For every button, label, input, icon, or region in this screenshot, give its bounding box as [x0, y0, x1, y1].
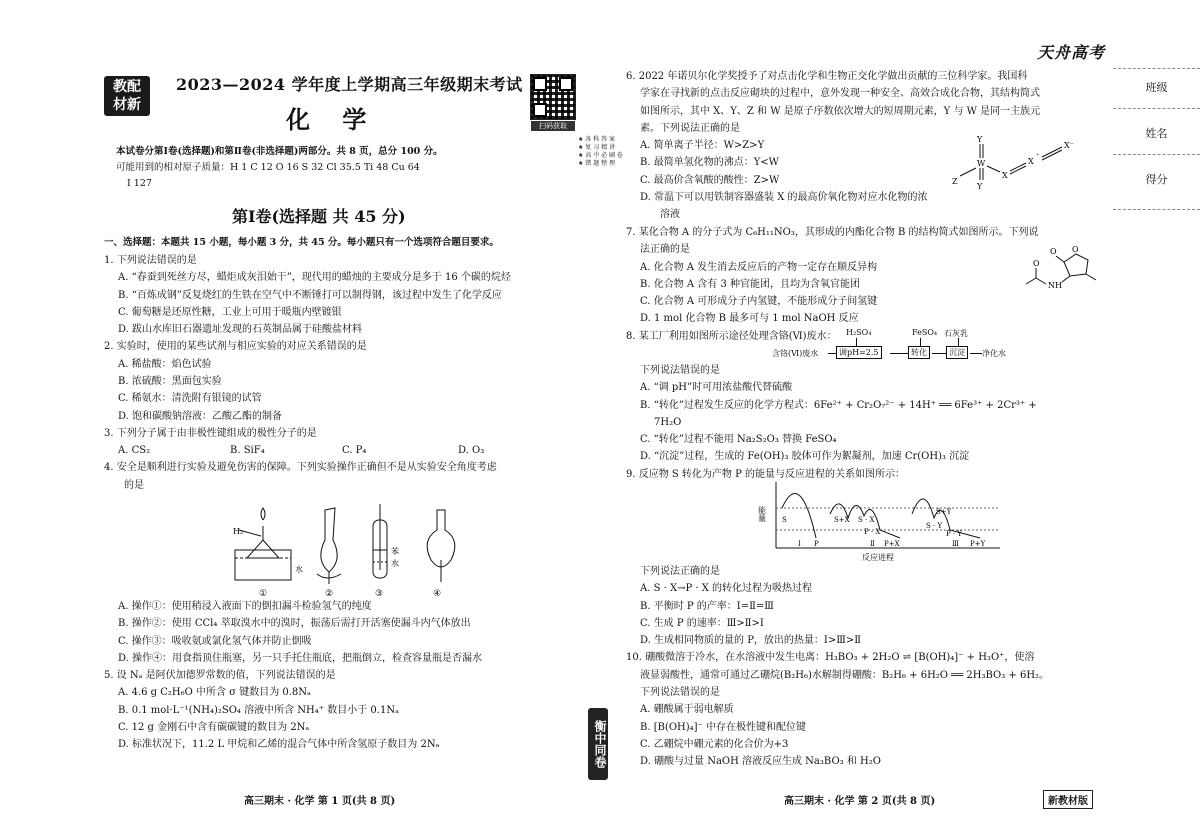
label-water-2: 水: [391, 559, 399, 568]
y-axis-label: 能量: [757, 506, 767, 522]
question-stem: 7. 某化合物 A 的分子式为 C₆H₁₁NO₃，其形成的内酯化合物 B 的结构简式如图所示。下列说: [626, 227, 1039, 238]
label-op-2: ②: [325, 589, 334, 599]
label-p-plus-y: P+Y: [970, 540, 986, 548]
question-stem: 4. 安全是顺利进行实验及避免伤害的保障。下列实验操作正确但不是从实验安全角度考虑: [104, 462, 497, 474]
option: A. 操作①：使用稍浸入液面下的倒扣漏斗检验氢气的纯度: [118, 601, 372, 612]
option: D. 1 mol 化合物 B 最多可与 1 mol NaOH 反应: [640, 313, 859, 325]
atom-x1: X: [1002, 171, 1008, 180]
atom-o-carbonyl: O: [1050, 247, 1057, 256]
question-stem-cont: 下列说法错误的是: [640, 687, 720, 699]
option: A. 化合物 A 发生消去反应后的产物一定存在顺反异构: [640, 261, 878, 273]
volumetric-flask: [427, 510, 455, 567]
option: C. “转化”过程不能用 Na₂S₂O₃ 替换 FeSO₄: [640, 434, 837, 446]
flow-end: 净化水: [982, 349, 1006, 358]
funnel: [247, 540, 279, 558]
flow-start: 含铬(Ⅵ)废水: [772, 349, 819, 358]
atom-z: Z: [952, 177, 958, 186]
q9-energy-diagram: [757, 478, 1010, 564]
option: D. 生成相同物质的量的 P，放出的热量：Ⅰ>Ⅲ>Ⅱ: [640, 635, 862, 647]
option: B. “百炼成钢”反复烧红的生铁在空气中不断锤打可以制得钢，该过程中发生了化学反应: [118, 289, 502, 301]
flow-step-convert: 转化: [908, 346, 930, 359]
qr-service: ★ 复 习 精 讲: [578, 144, 616, 151]
atom-w: W: [977, 159, 986, 168]
qr-services: [578, 136, 623, 168]
subject-title: 化 学: [286, 105, 379, 134]
option: C. P₄: [342, 445, 367, 457]
label-p-plus-x: P+X: [884, 540, 900, 548]
separatory-funnel: [321, 508, 337, 572]
q3-options: [104, 442, 604, 459]
stamp: 衡中同卷: [588, 708, 608, 780]
label-s-plus-x: S+X: [834, 516, 850, 524]
reagent-lime: 石灰乳: [944, 329, 968, 338]
question-stem: 1. 下列说法错误的是: [104, 255, 197, 266]
q7-molecule-figure: [1022, 244, 1106, 294]
question-stem: 10. 硼酸微溶于冷水，在水溶液中发生电离：H₃BO₃ + 2H₂O ⇌ [B(OH)₄]⁻ + H₃O⁺，使溶: [626, 652, 1035, 664]
right-q9: [626, 563, 1110, 771]
option: A. 4.6 g C₂H₆O 中所含 σ 键数目为 0.8Nₐ: [118, 687, 311, 699]
qr-caption: 扫码获取: [531, 121, 575, 131]
option: D. 硼酸与过量 NaOH 溶液反应生成 Na₃BO₃ 和 H₂O: [640, 756, 881, 768]
option: B. 最简单氢化物的沸点：Y<W: [640, 157, 779, 169]
option: A. CS₂: [118, 445, 151, 457]
question-stem: 5. 设 Nₐ 是阿伏加德罗常数的值，下列说法错误的是: [104, 670, 336, 682]
logo-line-2: 材新: [113, 97, 141, 113]
label-route-2: Ⅱ: [870, 540, 875, 548]
label-p-dot-y: P · Y: [946, 530, 963, 538]
question-stem-cont: 素。下列说法正确的是: [640, 122, 740, 134]
question-stem: 下列说法错误的是: [640, 365, 720, 376]
label-op-1: ①: [259, 589, 268, 599]
label-s-dot-x: S · X: [858, 516, 875, 524]
side-label-class: 班级: [1145, 81, 1168, 94]
label-s: S: [782, 516, 787, 524]
profile-path-1: [782, 493, 816, 538]
option: B. 平衡时 P 的产率：Ⅰ=Ⅱ=Ⅲ: [640, 600, 774, 612]
option: B. “转化”过程发生反应的化学方程式：6Fe²⁺ + Cr₂O₇²⁻ + 14H⁺ ══ 6Fe³⁺ + 2Cr³⁺ +: [640, 399, 1037, 411]
option: D. 操作④：用食指顶住瓶塞，另一只手托住瓶底，把瓶倒立，检查容量瓶是否漏水: [118, 652, 483, 664]
option: B. 浓硫酸：黑面包实验: [118, 376, 222, 388]
side-box-name: [1113, 108, 1200, 155]
label-s-dot-y: S · Y: [926, 522, 943, 530]
question-stem: 6. 2022 年诺贝尔化学奖授予了对点击化学和生物正交化学做出贡献的三位科学家。我国科: [626, 71, 1028, 82]
flow-step-ph: 调pH=2.5: [836, 346, 882, 359]
qr-service: ★ 高 中 必 刷 卷: [578, 152, 623, 159]
option: B. 化合物 A 含有 3 种官能团，且均为含氧官能团: [640, 278, 861, 290]
option: B. 操作②：使用 CCl₄ 萃取溴水中的溴时，振荡后需打开活塞使漏斗内气体放出: [118, 618, 471, 630]
atom-nh: NH: [1048, 281, 1062, 290]
option: C. 操作③：吸收氨或氯化氢气体并防止倒吸: [118, 635, 312, 647]
footer-right: 高三期末 · 化学 第 2 页(共 8 页): [784, 796, 936, 807]
question-stem-cont: 液显弱酸性，通常可通过乙硼烷(B₂H₆)水解制得硼酸：B₂H₆ + 6H₂O ══ 2H₃BO₃ + 6H₂。: [640, 669, 1050, 681]
question-stem-cont: 学家在寻找新的点击反应砌块的过程中，意外发现一种安全、高效合成化合物，其结构简式: [640, 88, 1040, 100]
side-box-class: [1113, 68, 1200, 109]
left-questions-2: [104, 598, 604, 754]
option: A. S · X→P · X 的转化过程为吸热过程: [640, 583, 813, 595]
reagent-feso4: FeSO₄: [912, 328, 938, 337]
option: C. 化合物 A 可形成分子内氢键，不能形成分子间氢键: [640, 296, 878, 308]
question-stem-cont: 的是: [124, 479, 144, 491]
question-stem-cont: 如图所示，其中 X、Y、Z 和 W 是原子序数依次增大的短周期元素，Y 与 W 是同一主族元: [640, 105, 1041, 117]
question-stem-cont: 法正确的是: [640, 244, 690, 256]
reagent-h2so4: H₂SO₄: [846, 328, 872, 337]
option: A. “调 pH”时可用浓盐酸代替硫酸: [640, 382, 793, 394]
label-route-1: Ⅰ: [798, 540, 801, 548]
question-stem: 8. 某工厂利用如图所示途径处理含铬(Ⅵ)废水：: [626, 330, 837, 342]
label-route-3: Ⅲ: [952, 540, 959, 548]
option: D. 常温下可以用铁制容器盛装 X 的最高价氧化物对应水化物的浓: [640, 192, 928, 204]
q4-apparatus-figure: [225, 500, 475, 600]
option: C. 乙硼烷中硼元素的化合价为+3: [640, 738, 789, 750]
option-cont: 7H₂O: [654, 416, 682, 428]
side-label-name: 姓名: [1145, 127, 1168, 140]
x-axis-label: 反应进程: [862, 553, 894, 562]
qr-service: ★ 各 科 答 案: [578, 136, 616, 143]
qr-code: [530, 74, 576, 120]
option: C. 葡萄糖是还原性糖，工业上可用于暖瓶内壁镀银: [118, 306, 342, 318]
option: C. 最高价含氧酸的酸性：Z>W: [640, 174, 780, 186]
lactone-ring: [1064, 254, 1088, 276]
charge-plus: ⁺: [1036, 152, 1040, 160]
option: D. O₃: [458, 445, 485, 457]
option: C. 稀氨水：清洗附有银镜的试管: [118, 393, 262, 405]
label-op-3: ③: [375, 589, 384, 599]
left-questions: [104, 252, 604, 494]
atom-y1: Y: [977, 135, 983, 144]
option: C. 12 g 金刚石中含有碳碳键的数目为 2Nₐ: [118, 722, 310, 734]
side-label-score: 得分: [1145, 173, 1168, 186]
label-s-plus-y: S+Y: [936, 508, 952, 516]
label-benzene: 苯: [391, 547, 399, 556]
label-water: 水: [295, 565, 303, 574]
atom-o-amide: O: [1033, 259, 1040, 268]
left-logo: [104, 76, 150, 116]
section-instruction: 一、选择题：本题共 15 小题，每小题 3 分，共 45 分。每小题只有一个选项符合题目要求。: [104, 237, 499, 248]
option-cont: 溶液: [660, 209, 680, 221]
question-stem: 3. 下列分子属于由非极性键组成的极性分子的是: [104, 427, 317, 439]
option: D. “沉淀”过程，生成的 Fe(OH)₃ 胶体可作为絮凝剂，加速 Cr(OH)₃ 沉淀: [640, 451, 970, 463]
option: B. 0.1 mol·L⁻¹(NH₄)₂SO₄ 溶液中所含 NH₄⁺ 数目小于 0.1Nₐ: [118, 704, 399, 716]
option: A. “春蚕到死丝方尽，蜡炬成灰泪始干”，现代用的蜡烛的主要成分是多于 16 个碳的烷烃: [118, 272, 511, 284]
option: B. SiF₄: [230, 445, 265, 457]
trough: [235, 550, 291, 580]
right-q8: [626, 362, 1110, 483]
question-stem: 下列说法正确的是: [640, 566, 720, 577]
atom-x2: X: [1028, 157, 1034, 166]
option: B. [B(OH)₄]⁻ 中存在极性键和配位键: [640, 721, 807, 733]
brand-logo: 天舟高考: [1037, 43, 1106, 62]
option: A. 简单离子半径：W>Z>Y: [640, 140, 765, 152]
label-p: P: [814, 540, 819, 548]
question-stem: 9. 反应物 S 转化为产物 P 的能量与反应进程的关系如图所示：: [626, 468, 906, 480]
flow-step-precipitate: 沉淀: [946, 346, 968, 359]
side-box-score: [1113, 154, 1200, 210]
exam-title: 2023—2024 学年度上学期高三年级期末考试: [176, 75, 523, 94]
flame: [261, 508, 265, 520]
q6-structure-figure: [950, 134, 1100, 194]
option: C. 生成 P 的速率：Ⅲ>Ⅱ>Ⅰ: [640, 617, 764, 629]
exam-intro: 本试卷分第Ⅰ卷(选择题)和第Ⅱ卷(非选择题)两部分。共 8 页，总分 100 分。: [116, 146, 443, 157]
qr-service: ★ 错 题 整 理: [578, 160, 616, 167]
atom-y2: Y: [977, 182, 983, 191]
logo-line-1: 教配: [113, 79, 141, 95]
question-stem: 2. 实验时，使用的某些试剂与相应实验的对应关系错误的是: [104, 341, 367, 353]
option: A. 稀盐酸：焰色试验: [118, 358, 212, 370]
option: D. 标准状况下，11.2 L 甲烷和乙烯的混合气体中所含氢原子数目为 2Nₐ: [118, 739, 440, 751]
option: A. 硼酸属于弱电解质: [640, 704, 734, 716]
label-op-4: ④: [433, 589, 442, 599]
option: D. 跋山水库旧石器遗址发现的石英制品属于硅酸盐材料: [118, 324, 363, 336]
option: D. 饱和碳酸钠溶液：乙酸乙酯的制备: [118, 410, 283, 422]
part-title: 第Ⅰ卷(选择题 共 45 分): [232, 207, 406, 226]
label-h2: H₂: [233, 527, 244, 536]
atomic-masses: 可能用到的相对原子质量：H 1 C 12 O 16 S 32 Cl 35.5 Ti 48 Cu 64: [116, 162, 420, 173]
footer-left: 高三期末 · 化学 第 1 页(共 8 页): [244, 796, 396, 807]
atomic-masses-2: I 127: [127, 178, 152, 189]
label-p-dot-x: P · X: [864, 528, 881, 536]
atom-o-ring: O: [1072, 245, 1079, 254]
edition-badge: 新教材版: [1043, 790, 1093, 809]
atom-x-minus: X⁻: [1064, 141, 1074, 150]
